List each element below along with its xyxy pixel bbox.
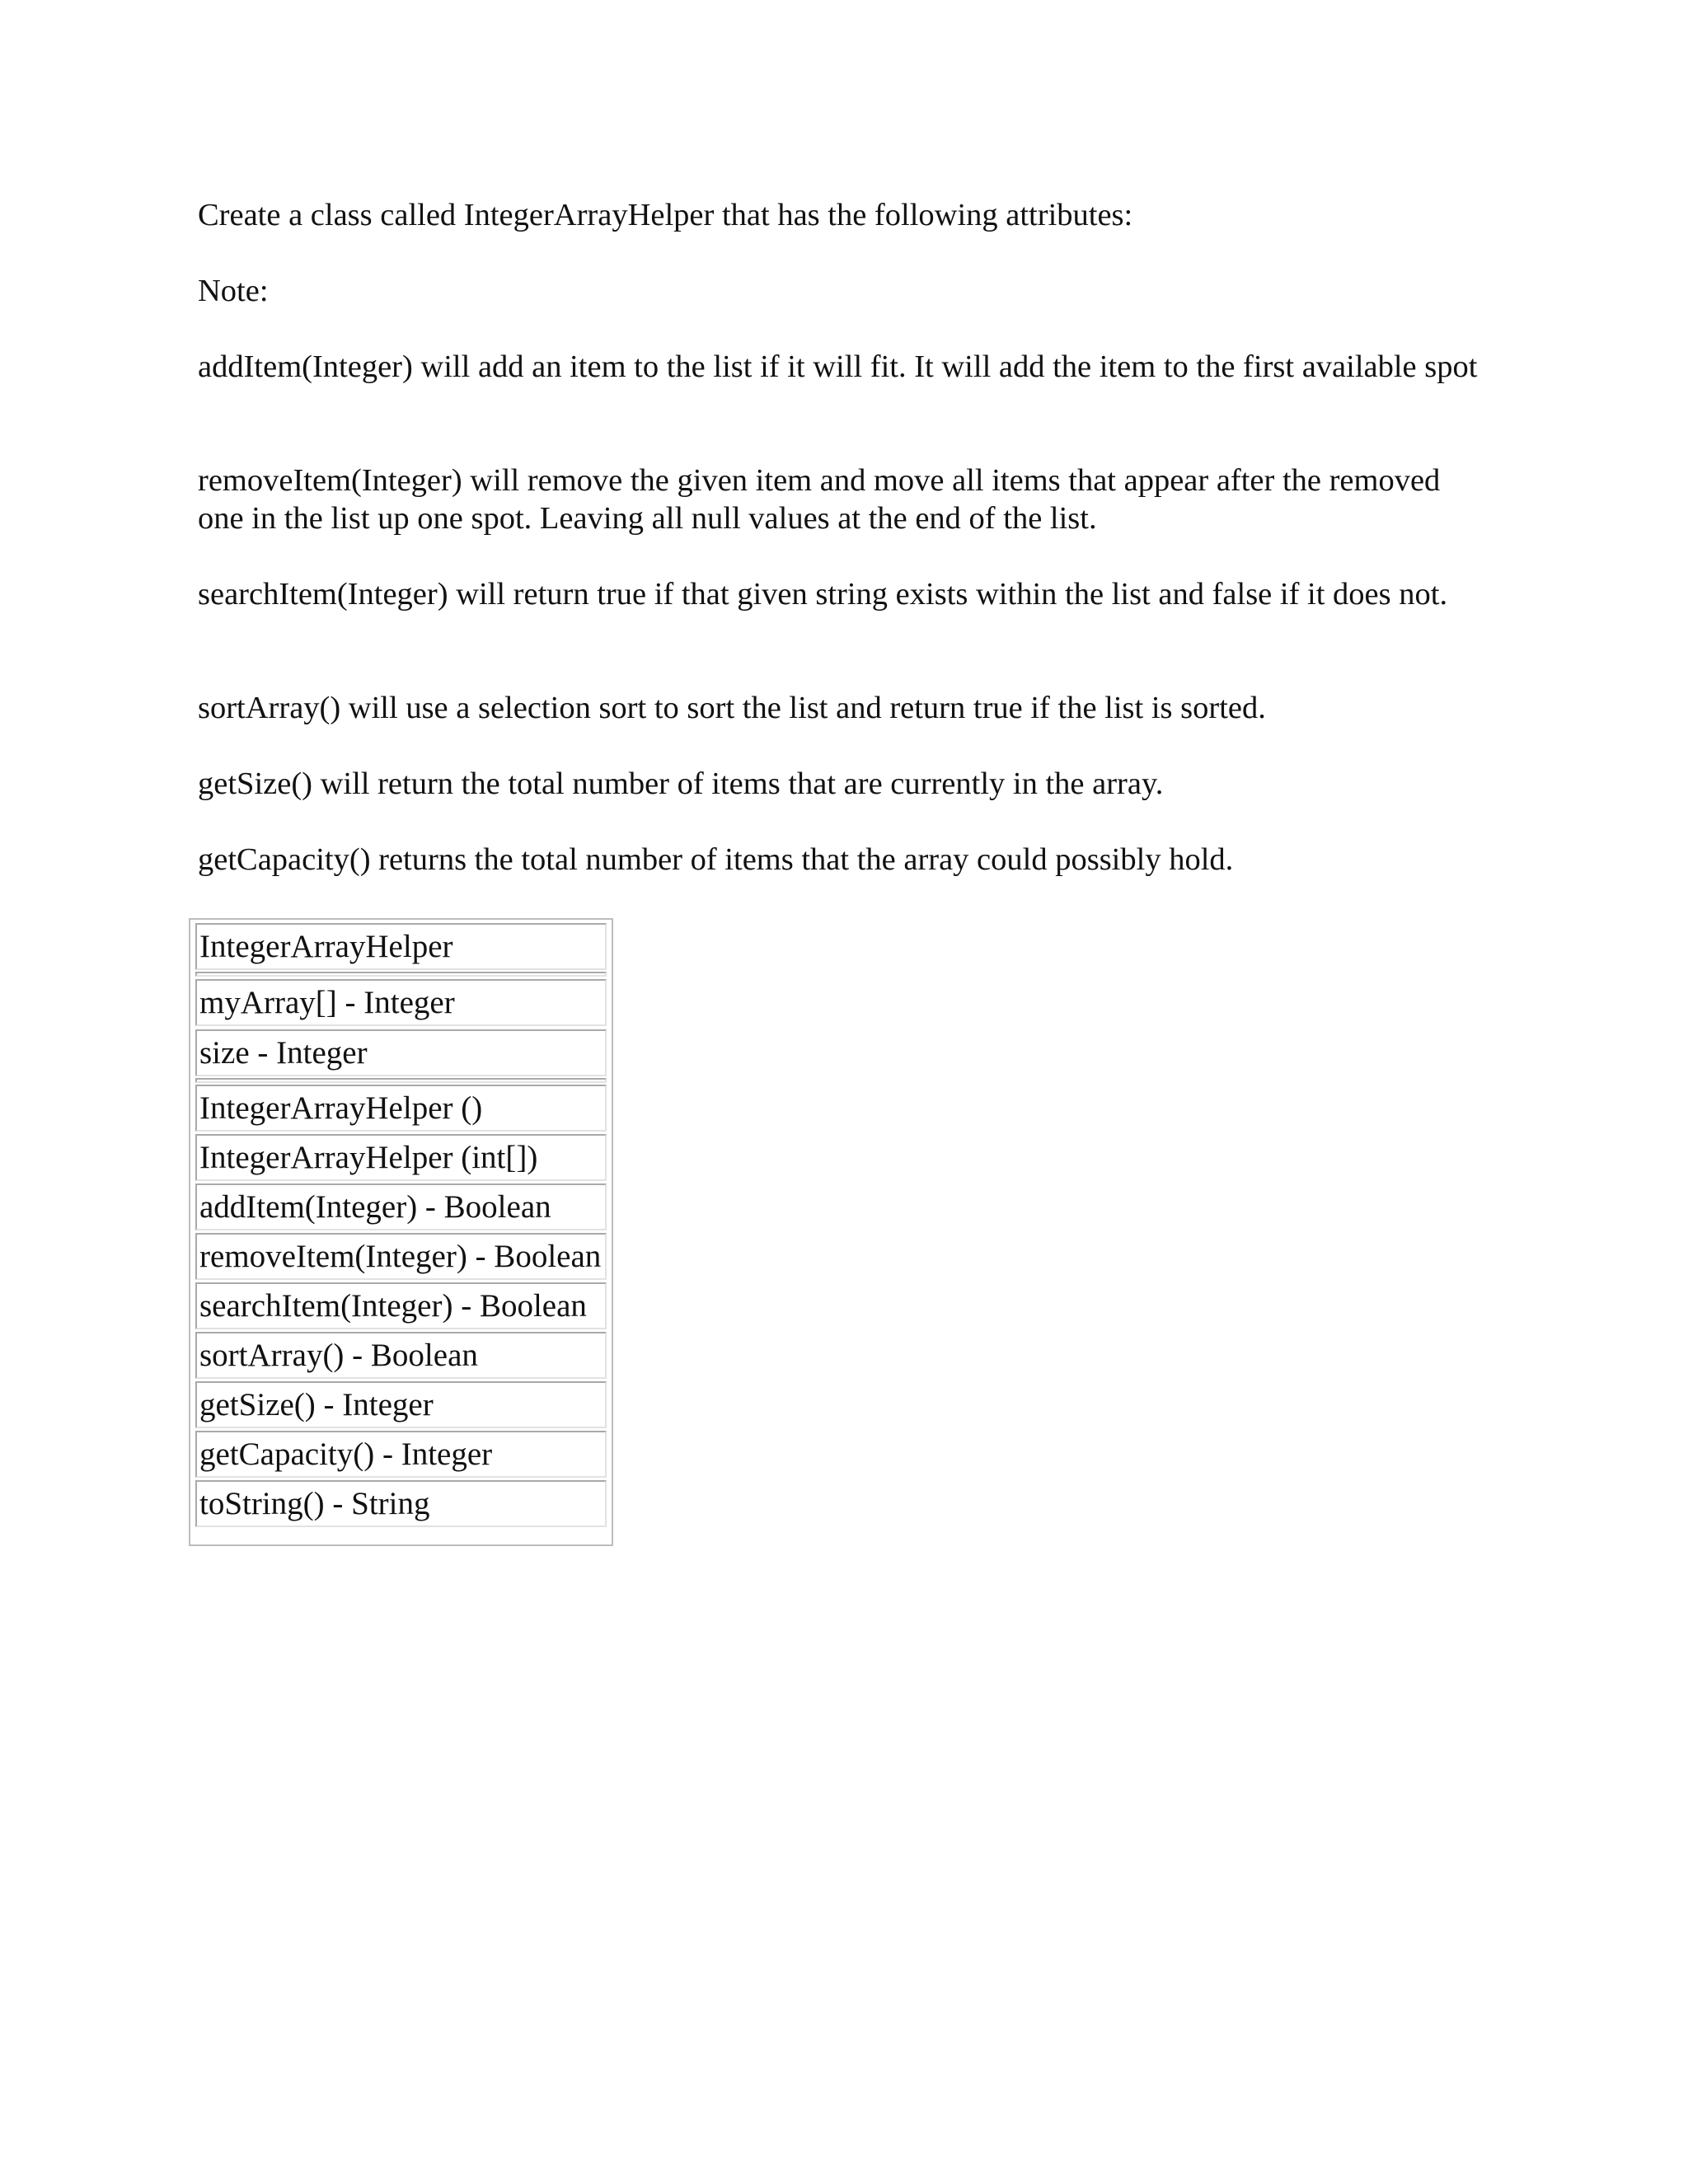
get-size-description: getSize() will return the total number of items that are currently in the array. [198,766,1164,801]
uml-section-divider [195,972,607,977]
uml-method-row: getCapacity() - Integer [195,1431,607,1478]
get-capacity-description: getCapacity() returns the total number of items that the array could possibly hold. [198,842,1234,877]
uml-method-row: IntegerArrayHelper (int[]) [195,1134,607,1181]
uml-method-row: IntegerArrayHelper () [195,1085,607,1132]
uml-attribute-row: size - Integer [195,1029,607,1076]
uml-method-row: removeItem(Integer) - Boolean [195,1233,607,1280]
uml-method-row: getSize() - Integer [195,1381,607,1428]
uml-class-diagram [189,918,613,1546]
uml-method-row: addItem(Integer) - Boolean [195,1183,607,1230]
uml-method-row: searchItem(Integer) - Boolean [195,1282,607,1329]
search-item-description: searchItem(Integer) will return true if that given string exists within the list and false if it does not. [198,577,1448,612]
uml-section-divider [195,1078,607,1083]
uml-method-row: sortArray() - Boolean [195,1332,607,1379]
note-label: Note: [198,274,269,308]
add-item-description: addItem(Integer) will add an item to the list if it will fit. It will add the item to the first available spot [198,349,1478,384]
uml-attribute-row: myArray[] - Integer [195,979,607,1026]
uml-method-row: toString() - String [195,1480,607,1527]
remove-item-description: removeItem(Integer) will remove the given item and move all items that appear after the removed one in the list up one spot. Leaving all null values at the end of the list. [198,463,1441,536]
uml-class-name: IntegerArrayHelper [195,923,607,970]
intro-text: Create a class called IntegerArrayHelper that has the following attributes: [198,198,1133,232]
sort-array-description: sortArray() will use a selection sort to sort the list and return true if the list is sorted. [198,691,1266,725]
